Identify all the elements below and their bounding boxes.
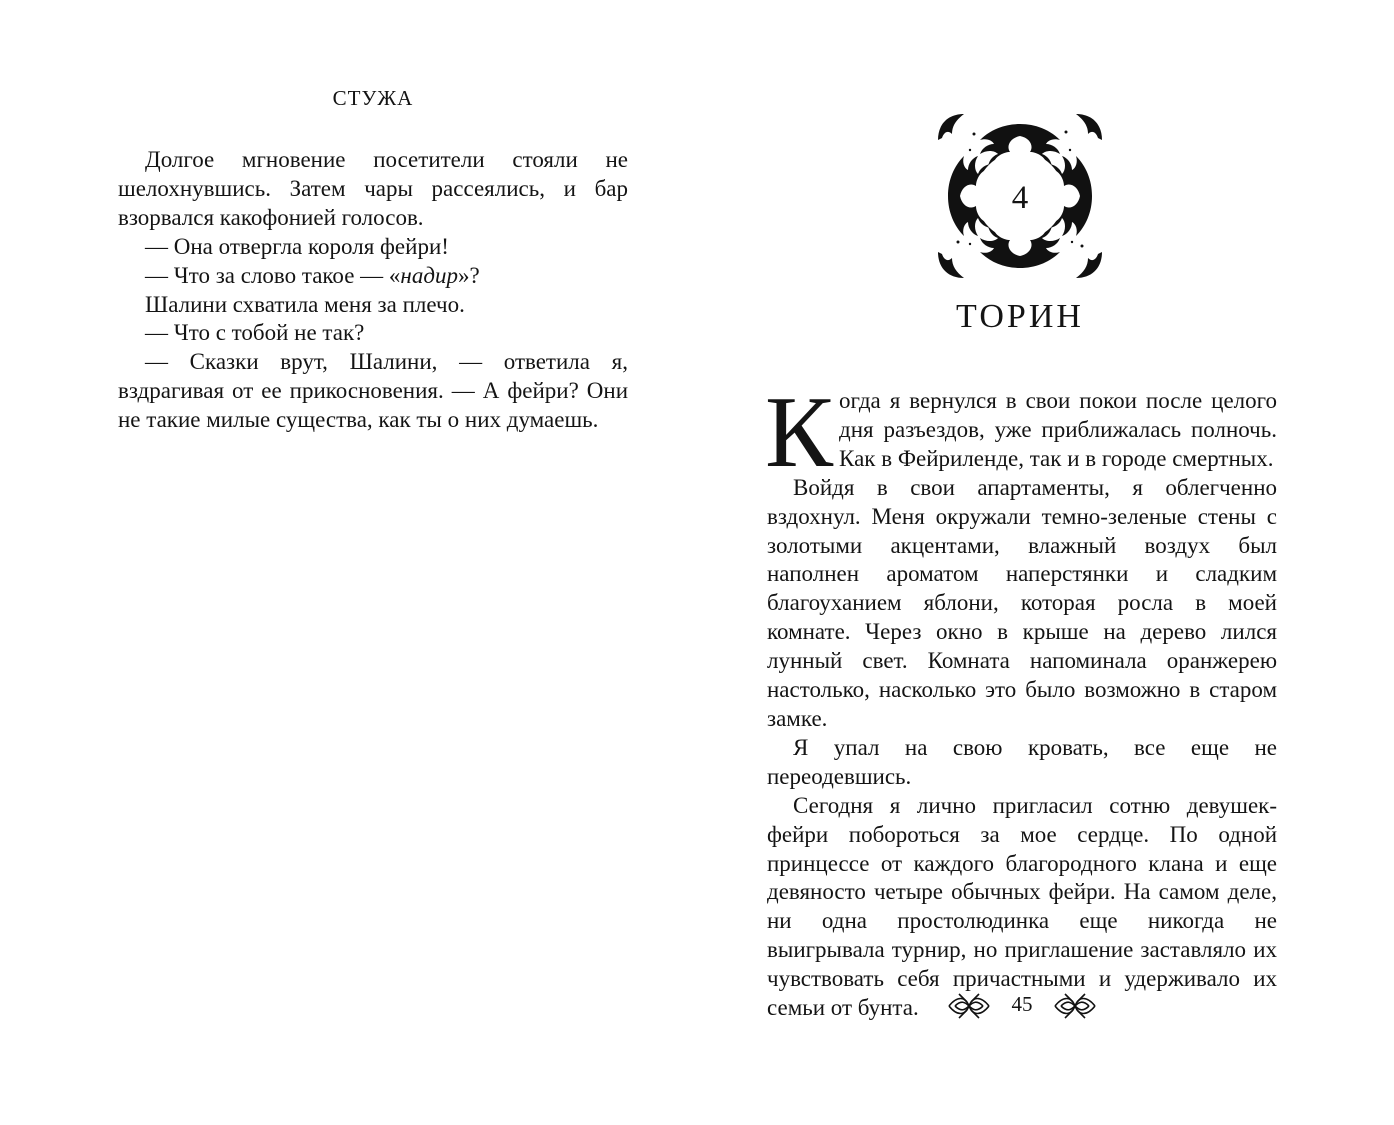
italic-word: надир xyxy=(400,262,458,288)
right-page-text xyxy=(765,376,1277,1023)
paragraph: Шалини схватила меня за плечо. xyxy=(145,291,465,317)
running-head: СТУЖА xyxy=(332,86,414,110)
paragraph-text: огда я вернулся в свои покои после целого дня разъездов, уже приближалась полночь. Как в Фейриленде, так и в городе смертных. xyxy=(839,388,1277,471)
page-number: 45 xyxy=(1011,992,1033,1016)
chapter-title: ТОРИН xyxy=(956,298,1084,335)
folio xyxy=(947,990,1097,1022)
folio-ornament-right-icon xyxy=(1053,990,1097,1022)
right-page xyxy=(697,0,1394,1125)
dialogue-line: — Сказки врут, Шалини, — ответила я, вздрагивая от ее прикосновения. — А фейри? Они не такие милые существа, как ты о них думаешь. xyxy=(118,349,628,433)
chapter-number: 4 xyxy=(1011,180,1029,216)
folio-ornament-left-icon xyxy=(947,990,991,1022)
paragraph: Войдя в свои апартаменты, я облегченно вздохнул. Меня окружали темно-зеленые стены с золотыми акцентами, влажный воздух был наполнен ароматом наперстянки и сладким благоуханием яблони, которая росла в моей комнате. Через окно в крыше на дерево лился лунный свет. Комната напоминала оранжерею настолько, насколько это было возможно в старом замке. xyxy=(767,474,1277,731)
left-page-text xyxy=(118,146,628,435)
first-paragraph xyxy=(765,376,1277,489)
paragraph: Долгое мгновение посетители стояли не шелохнувшись. Затем чары рассеялись, и бар взорвался какофонией голосов. xyxy=(118,147,628,230)
dialogue-line xyxy=(118,262,628,291)
dialogue-line: — Что с тобой не так? xyxy=(145,320,365,346)
drop-cap: К xyxy=(765,376,834,489)
paragraph: Сегодня я лично пригласил сотню девушек-фейри побороться за мое сердце. По одной принцессе от каждого благородного клана и еще девяносто четыре обычных фейри. На самом деле, ни одна простолюдинка еще никогда не выигрывала турнир, но приглашение заставляло их чувствовать себя причастными и удерживало их семьи от бунта. xyxy=(767,792,1277,1021)
dialogue-text: »? xyxy=(457,262,480,288)
dialogue-line: — Она отвергла короля фейри! xyxy=(145,233,449,259)
dialogue-text: — Что за слово такое — « xyxy=(145,262,401,288)
paragraph: Я упал на свою кровать, все еще не переодевшись. xyxy=(767,734,1277,789)
